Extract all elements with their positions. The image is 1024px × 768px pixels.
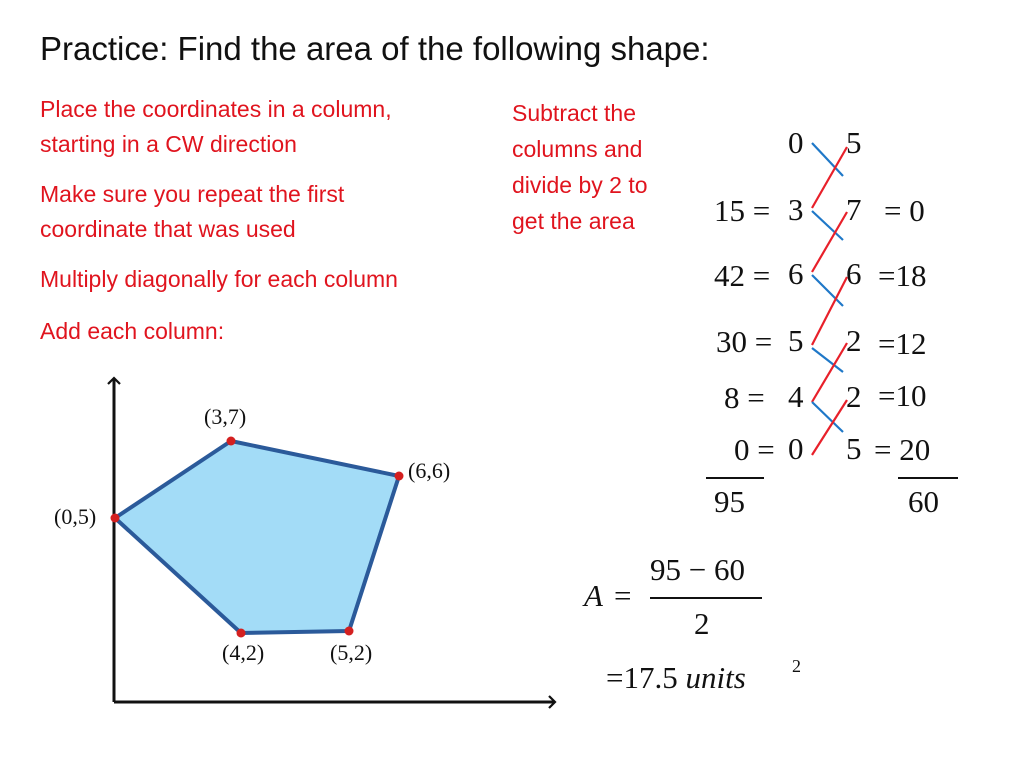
blue-diagonal-5 xyxy=(812,402,843,432)
right-product-3: =12 xyxy=(878,326,927,361)
right-product-5: = 20 xyxy=(874,432,931,467)
left-sum-rule xyxy=(706,477,764,479)
red-diagonal-2 xyxy=(812,212,847,272)
left-product-1: 15 = xyxy=(714,193,771,228)
instruction-step5-line2: columns and xyxy=(512,136,643,162)
blue-diagonal-4 xyxy=(812,348,843,372)
point-label-4-2: (4,2) xyxy=(222,640,265,665)
formula-variable: A xyxy=(584,578,603,613)
vertex-point-0-5 xyxy=(111,514,120,523)
right-product-1: = 0 xyxy=(884,193,925,228)
x-value-3: 6 xyxy=(788,256,804,291)
y-value-1: 5 xyxy=(846,125,862,160)
left-sum: 95 xyxy=(714,484,745,519)
blue-diagonal-3 xyxy=(812,275,843,306)
instruction-step3: Multiply diagonally for each column xyxy=(40,266,398,292)
point-label-6-6: (6,6) xyxy=(408,458,451,483)
instruction-step2-line1: Make sure you repeat the first xyxy=(40,181,345,207)
blue-diagonal-1 xyxy=(812,143,843,176)
point-label-5-2: (5,2) xyxy=(330,640,373,665)
y-value-5: 2 xyxy=(846,379,862,414)
right-product-4: =10 xyxy=(878,378,927,413)
formula-numerator: 95 − 60 xyxy=(650,552,745,587)
point-label-0-5: (0,5) xyxy=(54,504,97,529)
instruction-step5-line1: Subtract the xyxy=(512,100,637,126)
left-product-2: 42 = xyxy=(714,258,771,293)
point-label-3-7: (3,7) xyxy=(204,404,247,429)
instruction-step5-line3: divide by 2 to xyxy=(512,172,648,198)
slide-title: Practice: Find the area of the following shape: xyxy=(40,30,710,67)
vertex-point-5-2 xyxy=(345,627,354,636)
instruction-step1-line2: starting in a CW direction xyxy=(40,131,297,157)
formula-fraction-bar xyxy=(650,597,762,599)
instruction-step2-line2: coordinate that was used xyxy=(40,216,296,242)
result-unit: units xyxy=(685,660,746,695)
left-product-4: 8 = xyxy=(724,380,765,415)
pentagon-shape xyxy=(115,441,399,633)
result-equals: = xyxy=(606,660,624,695)
right-sum-rule xyxy=(898,477,958,479)
x-value-6: 0 xyxy=(788,431,804,466)
instruction-step5-line4: get the area xyxy=(512,208,635,234)
y-value-4: 2 xyxy=(846,323,862,358)
y-value-3: 6 xyxy=(846,256,862,291)
left-product-3: 30 = xyxy=(716,324,773,359)
vertex-point-3-7 xyxy=(227,437,236,446)
right-sum: 60 xyxy=(908,484,939,519)
formula-result xyxy=(606,660,746,696)
red-diagonal-3 xyxy=(812,277,847,345)
result-value: 17.5 xyxy=(623,660,678,695)
formula-denominator: 2 xyxy=(694,606,710,641)
y-value-2: 7 xyxy=(846,192,862,227)
vertex-point-4-2 xyxy=(237,629,246,638)
right-product-2: =18 xyxy=(878,258,927,293)
result-exponent: 2 xyxy=(792,656,801,676)
instruction-step1-line1: Place the coordinates in a column, xyxy=(40,96,392,122)
cross-multiplication-lines xyxy=(812,143,847,455)
red-diagonal-1 xyxy=(812,147,847,208)
x-value-4: 5 xyxy=(788,323,804,358)
formula-equals: = xyxy=(614,578,632,613)
instruction-step4: Add each column: xyxy=(40,318,225,344)
left-product-5: 0 = xyxy=(734,432,775,467)
vertex-point-6-6 xyxy=(395,472,404,481)
x-value-2: 3 xyxy=(788,192,804,227)
y-value-6: 5 xyxy=(846,431,862,466)
x-value-5: 4 xyxy=(788,379,804,414)
x-value-1: 0 xyxy=(788,125,804,160)
